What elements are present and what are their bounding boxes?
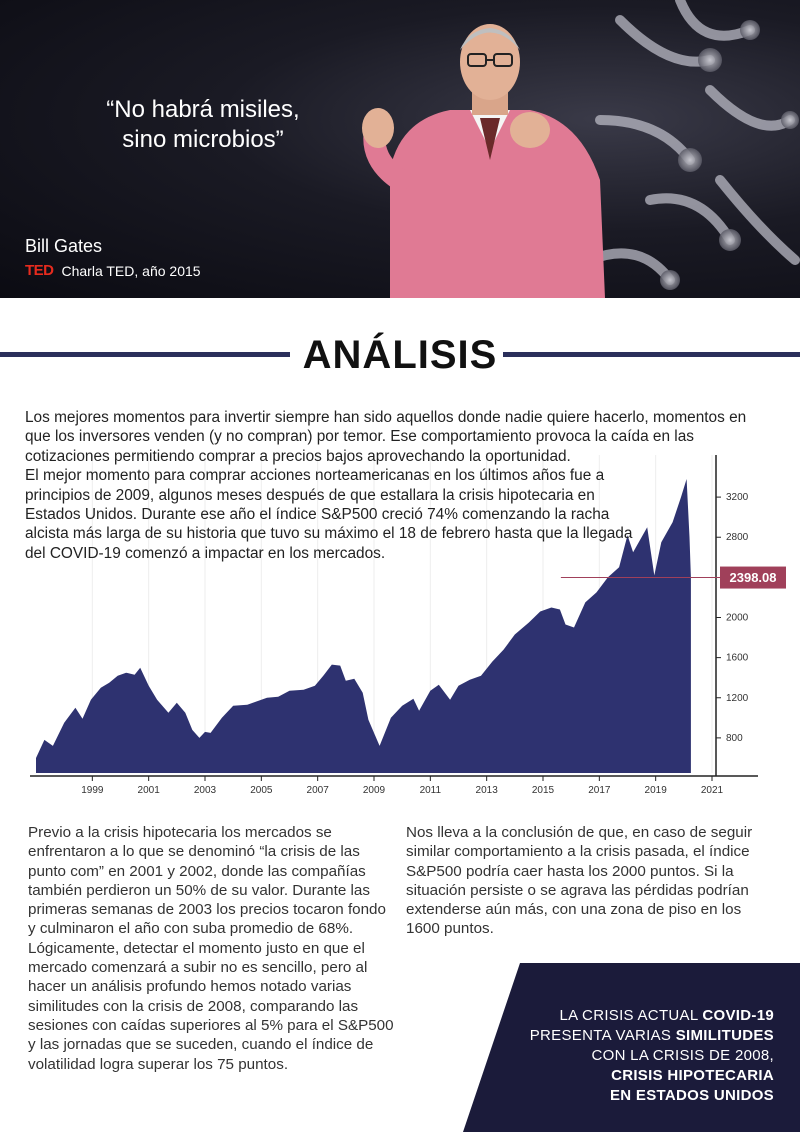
x-tick-label: 2007 [306, 785, 329, 796]
section-title: ANÁLISIS [302, 332, 498, 377]
x-tick-label: 2003 [193, 785, 217, 796]
callout-line-4: CRISIS HIPOTECARIA [611, 1067, 774, 1084]
ted-logo: TED [25, 262, 54, 279]
x-tick-label: 2013 [475, 785, 498, 796]
last-value-label: 2398.08 [729, 570, 777, 586]
callout-box [474, 1006, 774, 1106]
analysis-column-left: Previo a la crisis hipotecaria los mercados se enfrentaron a lo que se denominó “la crisis de las punto com” en 2001 y 2002, donde las compañías también perdieron un 50% de su valor. Durante las primeras semanas de 2003 los precios tocaron fondo y culminaron el año con suba promedio de 68%. Lógicamente, detectar el momento justo en que el mercado comenzará a subir no es sencillo, pero al hacer un análisis profundo hemos notado varias similitudes con la crisis de 2008, comparando las sesiones con caídas superiores al 5% para el S&P500 y las jornadas que se suceden, cuando el índice de volatilidad logra superar los 75 puntos. [28, 824, 394, 1073]
analysis-column-right: Nos lleva a la conclusión de que, en caso de seguir similar comportamiento a la crisis pasada, el índice S&P500 podría caer hasta los 2000 puntos. Si la situación persiste o se agrava las pérdidas podrían extenderse aún más, con una zona de piso en los 1600 puntos. [406, 824, 753, 938]
section-heading [0, 330, 800, 380]
callout-line-2: PRESENTA VARIAS SIMILITUDES [529, 1027, 774, 1044]
x-tick-label: 2015 [531, 785, 555, 796]
y-tick-label: 3200 [726, 492, 749, 504]
y-tick-label: 1200 [726, 692, 749, 704]
y-tick-label: 800 [726, 732, 743, 744]
x-tick-label: 2001 [137, 785, 160, 796]
intro-paragraph-2: El mejor momento para comprar acciones norteamericanas en los últimos años fue a principios de 2009, algunos meses después de que estallara la crisis hipotecaria en Estados Unidos. Durante ese año el índice S&P500 creció 74% comenzando la racha alcista más larga de su historia que tuvo su máximo el 18 de febrero hasta que la llegada del COVID-19 comenzó a impactar en los mercados. [25, 467, 633, 562]
talk-info-line [25, 262, 201, 279]
y-tick-label: 1600 [726, 652, 749, 664]
quote-text: “No habrá misiles, sino microbios” [106, 96, 300, 153]
x-tick-label: 2017 [588, 785, 611, 796]
y-tick-label: 2000 [726, 612, 749, 624]
heading-rule-right [503, 352, 800, 357]
heading-rule-left [0, 352, 290, 357]
callout-line-5: EN ESTADOS UNIDOS [609, 1087, 774, 1104]
intro-paragraph-1: Los mejores momentos para invertir siempre han sido aquellos donde nadie quiere hacerlo, momentos en que los inversores venden (y no compran) por temor. Ese comportamiento provoca la caída en las cotizaciones permitiendo comprar a precios bajos aprovechando la oportunidad. [25, 409, 747, 465]
x-tick-label: 2005 [250, 785, 273, 796]
x-tick-label: 1999 [81, 785, 104, 796]
x-tick-label: 2021 [700, 785, 724, 796]
speaker-name: Bill Gates [25, 236, 103, 256]
y-tick-label: 2800 [726, 532, 749, 544]
x-tick-label: 2009 [362, 785, 386, 796]
x-tick-label: 2011 [419, 785, 442, 796]
callout-line-1: LA CRISIS ACTUAL COVID-19 [559, 1007, 774, 1024]
callout-line-3: CON LA CRISIS DE 2008, [591, 1047, 774, 1064]
hero-banner [0, 0, 800, 298]
talk-info: Charla TED, año 2015 [61, 262, 201, 279]
x-tick-label: 2019 [644, 785, 667, 796]
intro-text [25, 408, 765, 563]
speaker-photo [350, 10, 630, 298]
